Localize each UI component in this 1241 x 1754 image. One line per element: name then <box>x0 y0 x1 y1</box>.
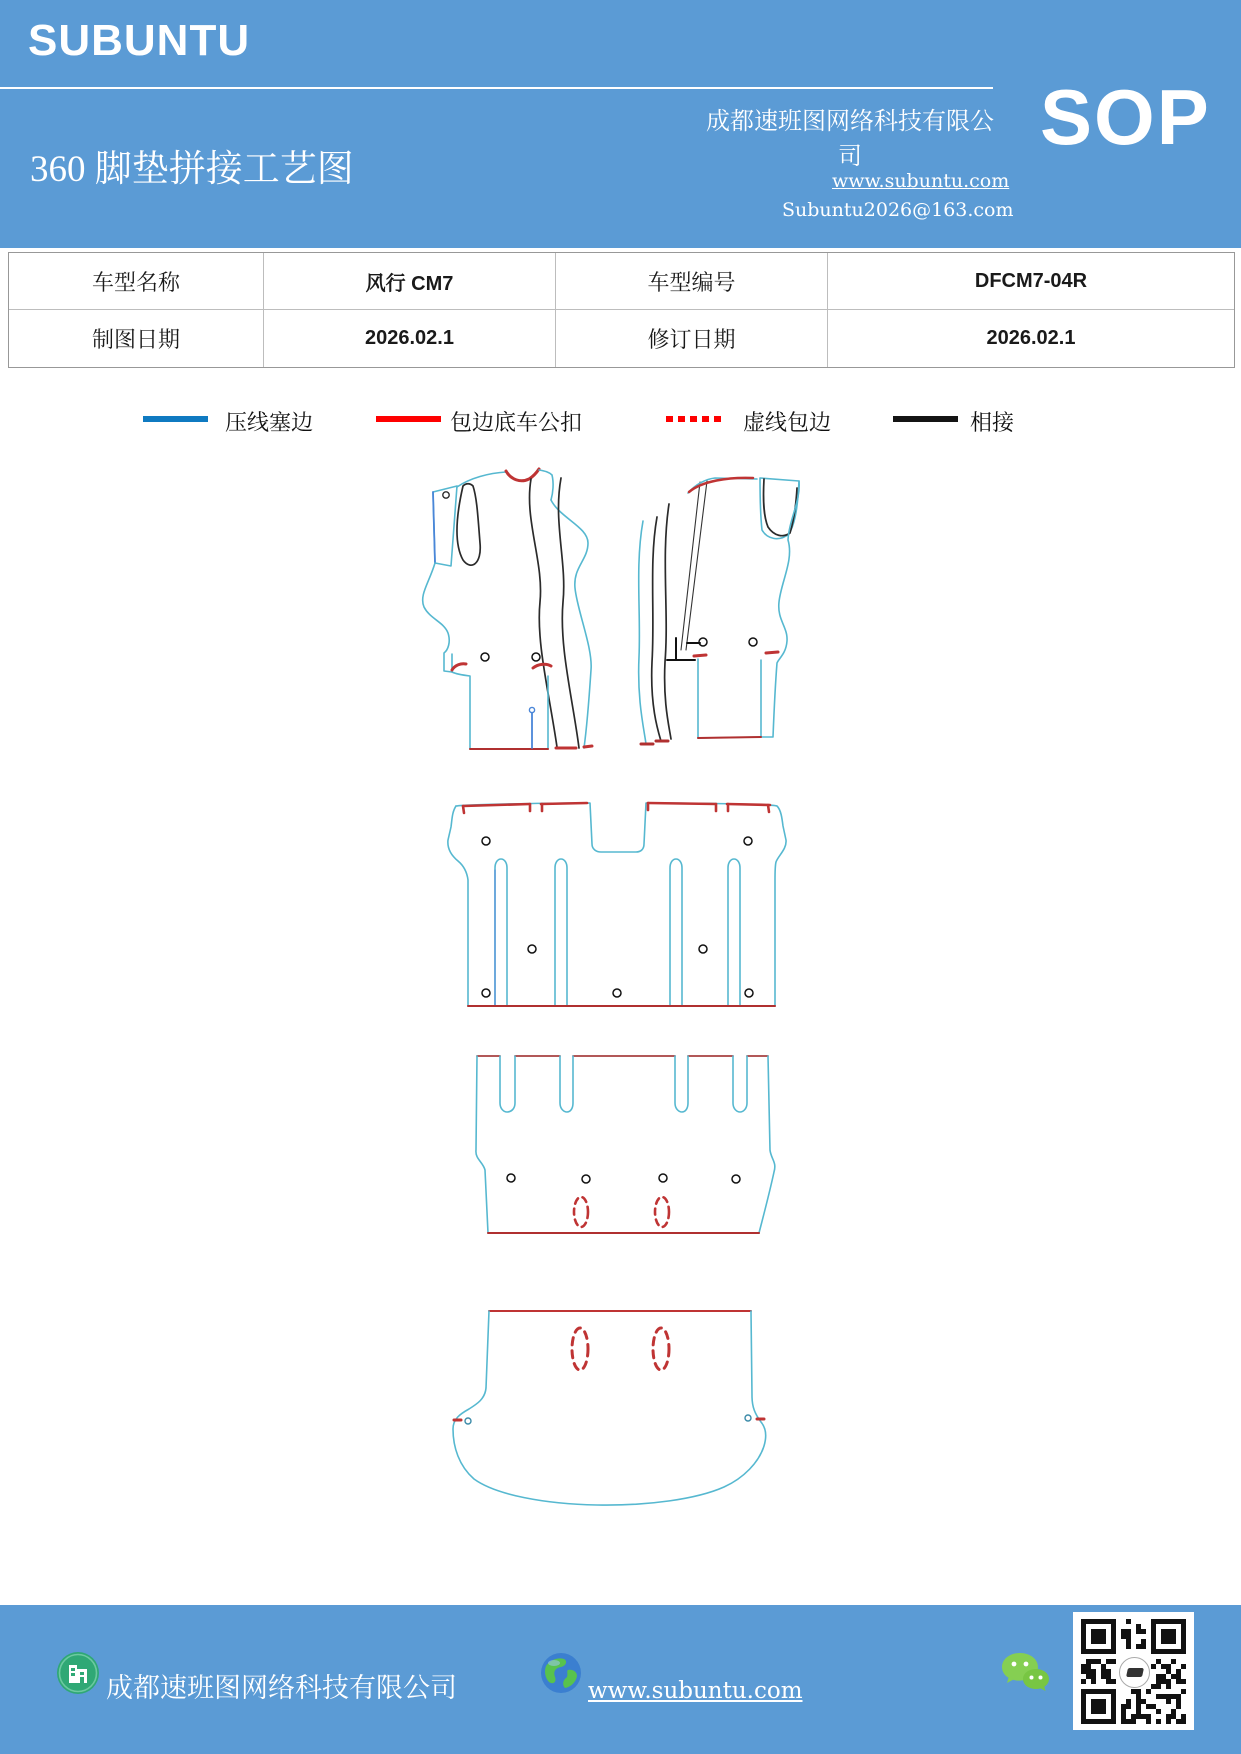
wechat-icon <box>1000 1651 1052 1697</box>
footer-company-name: 成都速班图网络科技有限公司 <box>106 1673 457 1703</box>
header-email-link[interactable]: Subuntu2026@163.com <box>782 199 1014 221</box>
building-icon <box>56 1651 100 1695</box>
brand-logo: SUBUNTU <box>28 16 251 65</box>
header-band <box>0 0 1241 248</box>
qr-center-logo <box>1119 1657 1150 1688</box>
header-website-link[interactable]: www.subuntu.com <box>832 170 1010 192</box>
model-code-label: 车型编号 <box>556 253 828 310</box>
trunk-mat-diagram <box>445 1300 775 1512</box>
legend-label: 包边底车公扣 <box>450 410 583 435</box>
model-code-value: DFCM7-04R <box>828 253 1234 310</box>
model-name-value: 风行 CM7 <box>264 253 556 310</box>
legend-swatch-black-line <box>893 416 958 422</box>
legend-swatch-blue-line <box>143 416 208 422</box>
legend-label: 压线塞边 <box>225 410 314 435</box>
revise-date-value: 2026.02.1 <box>986 327 1076 349</box>
legend-swatch-red-dotted <box>666 416 726 422</box>
vehicle-info-table <box>8 252 1235 368</box>
legend-swatch-red-line <box>376 416 441 422</box>
footer-website-link[interactable]: www.subuntu.com <box>588 1678 803 1704</box>
model-name-label: 车型名称 <box>9 253 264 310</box>
third-row-mat-diagram <box>465 1045 777 1243</box>
second-row-mat-diagram <box>440 795 790 1015</box>
legend-label: 相接 <box>970 410 1015 435</box>
header-company-name: 成都速班图网络科技有限公司 <box>706 109 994 170</box>
front-floor-mats-diagram <box>405 460 810 758</box>
page-title: 360 脚垫拼接工艺图 <box>30 149 354 190</box>
sop-label: SOP <box>1040 73 1211 161</box>
draw-date-value: 2026.02.1 <box>264 310 556 367</box>
draw-date-label: 制图日期 <box>9 310 264 367</box>
revise-date-label: 修订日期 <box>556 310 828 367</box>
globe-icon <box>540 1652 582 1694</box>
legend-label: 虚线包边 <box>743 410 832 435</box>
qr-code <box>1073 1612 1194 1730</box>
header-divider <box>0 87 993 89</box>
